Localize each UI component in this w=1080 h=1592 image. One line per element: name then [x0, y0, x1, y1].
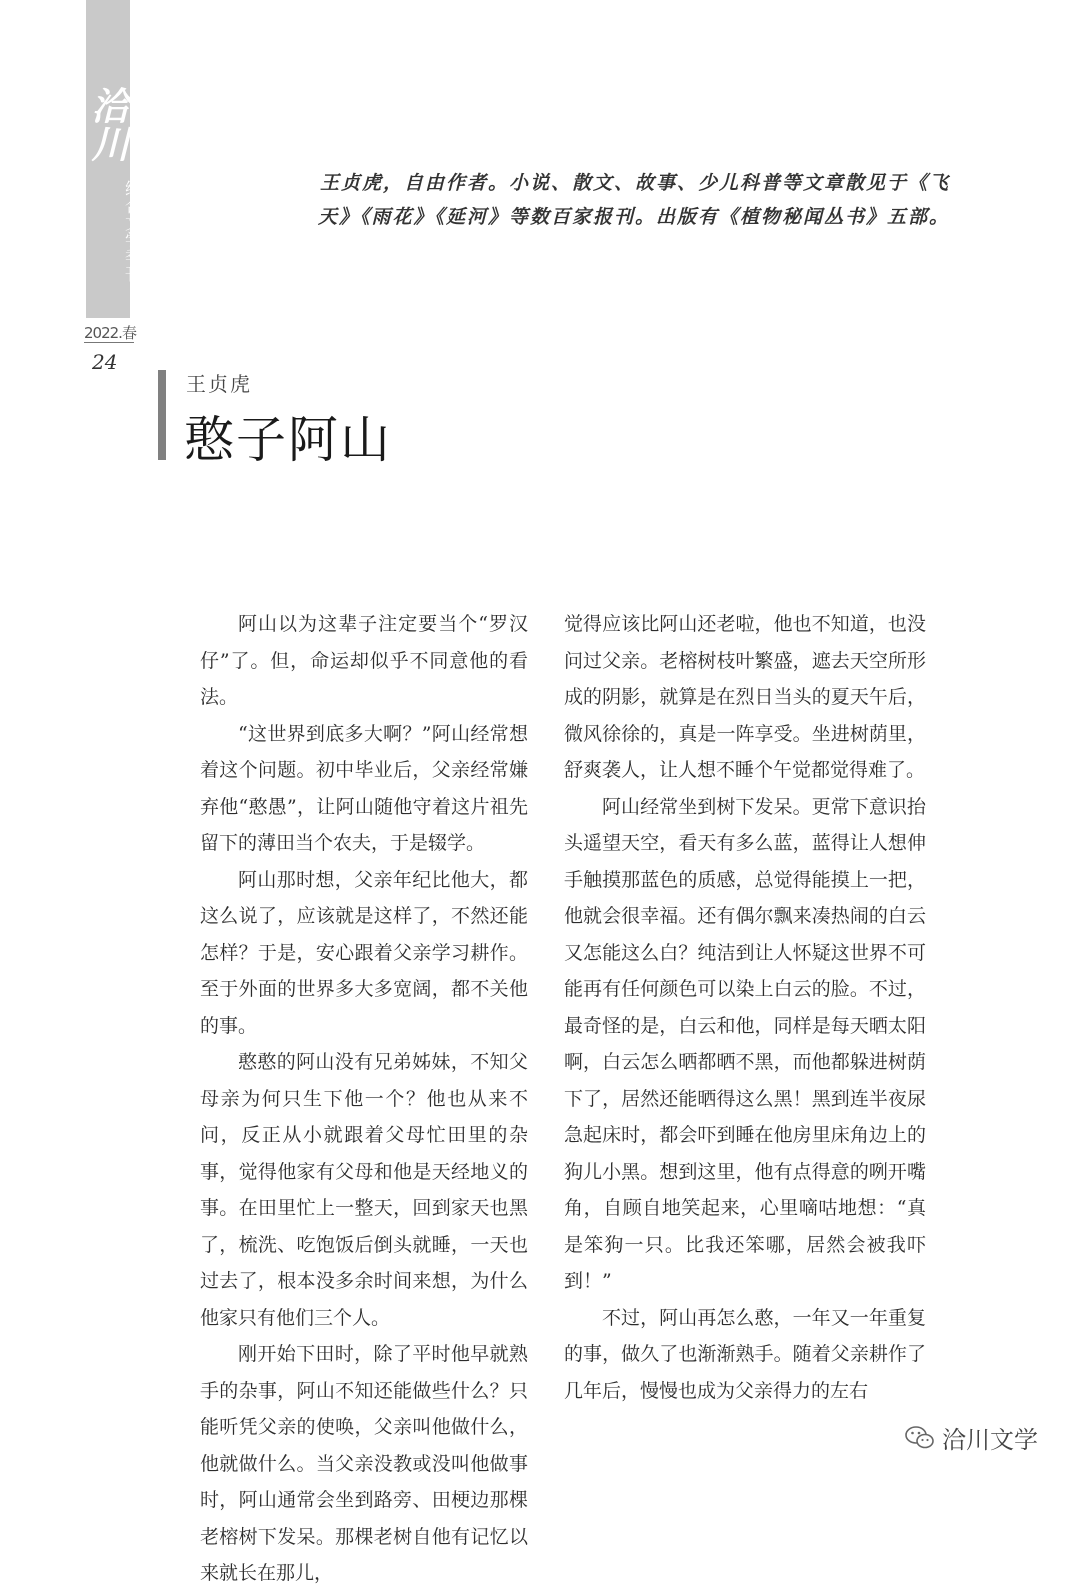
- watermark-label: 洽川文学: [942, 1426, 1038, 1454]
- author-bio-line: 天》《雨花》《延河》等数百家报刊。出版有《植物秘闻丛书》五部。: [317, 206, 950, 228]
- watermark: [904, 1420, 1038, 1455]
- wechat-icon: [904, 1424, 936, 1452]
- paragraph: 不过，阿山再怎么憨，一年又一年重复的事，做久了也渐渐熟手。随着父亲耕作了几年后，慢慢也成为父亲得力的左右: [564, 1306, 926, 1402]
- paragraph: 刚开始下田时，除了平时他早就熟手的杂事，阿山不知还能做些什么？只能听凭父亲的使唤，父亲叫他做什么，他就做什么。当父亲没教或没叫他做事时，阿山通常会坐到路旁、田梗边那棵老榕树下发呆。那棵老树自他有记忆以来就长在那儿，: [200, 1343, 528, 1584]
- title-accent-bar: [158, 370, 166, 460]
- left-column: [200, 606, 528, 1592]
- paragraph: 阿山那时想，父亲年纪比他大，都这么说了，应该就是这样了，不然还能怎样？于是，安心跟着父亲学习耕作。至于外面的世界多大多宽阔，都不关他的事。: [200, 868, 528, 1037]
- author-bio: [290, 166, 950, 234]
- article-title: 憨子阿山: [184, 411, 392, 469]
- issue-divider: [84, 342, 134, 343]
- right-column: [564, 606, 926, 1409]
- page-number: 24: [92, 350, 118, 374]
- issue-label: 2022.春: [84, 324, 136, 342]
- paragraph: 阿山以为这辈子注定要当个“罗汉仔”了。但，命运却似乎不同意他的看法。: [200, 613, 528, 708]
- paragraph: 觉得应该比阿山还老啦，他也不知道，也没问过父亲。老榕树枝叶繁盛，遮去天空所形成的阴影，就算是在烈日当头的夏天午后，微风徐徐的，真是一阵享受。坐进树荫里，舒爽袭人，让人想不睡个午觉都觉得难了。: [564, 613, 926, 781]
- author-bio-line: 王贞虎，自由作者。小说、散文、故事、少儿科普等文章散见于《飞: [319, 172, 950, 194]
- magazine-subtitle: 综合文学季刊: [121, 180, 141, 282]
- paragraph: 阿山经常坐到树下发呆。更常下意识抬头遥望天空，看天有多么蓝，蓝得让人想伸手触摸那蓝色的质感，总觉得能摸上一把，他就会很幸福。还有偶尔飘来凑热闹的白云又怎能这么白？纯洁到让人怀疑这世界不可能再有任何颜色可以染上白云的脸。不过，最奇怪的是，白云和他，同样是每天晒太阳啊，白云怎么晒都晒不黑，而他都躲进树荫下了，居然还能晒得这么黑！黑到连半夜尿急起床时，都会吓到睡在他房里床角边上的狗儿小黑。想到这里，他有点得意的咧开嘴角，自顾自地笑起来，心里嘀咕地想：“真是笨狗一只。比我还笨哪，居然会被我吓到！”: [564, 795, 926, 1292]
- paragraph: 憨憨的阿山没有兄弟姊妹，不知父母亲为何只生下他一个？他也从来不问，反正从小就跟着父母忙田里的杂事，觉得他家有父母和他是天经地义的事。在田里忙上一整天，回到家天也黑了，梳洗、吃饱饭后倒头就睡，一天也过去了，根本没多余时间来想，为什么他家只有他们三个人。: [200, 1051, 528, 1329]
- article-author: 王贞虎: [186, 372, 252, 396]
- paragraph: “这世界到底多大啊？”阿山经常想着这个问题。初中毕业后，父亲经常嫌弃他“憨愚”，让阿山随他守着这片祖先留下的薄田当个农夫，于是辍学。: [200, 722, 528, 854]
- magazine-name: 洽川: [85, 86, 130, 162]
